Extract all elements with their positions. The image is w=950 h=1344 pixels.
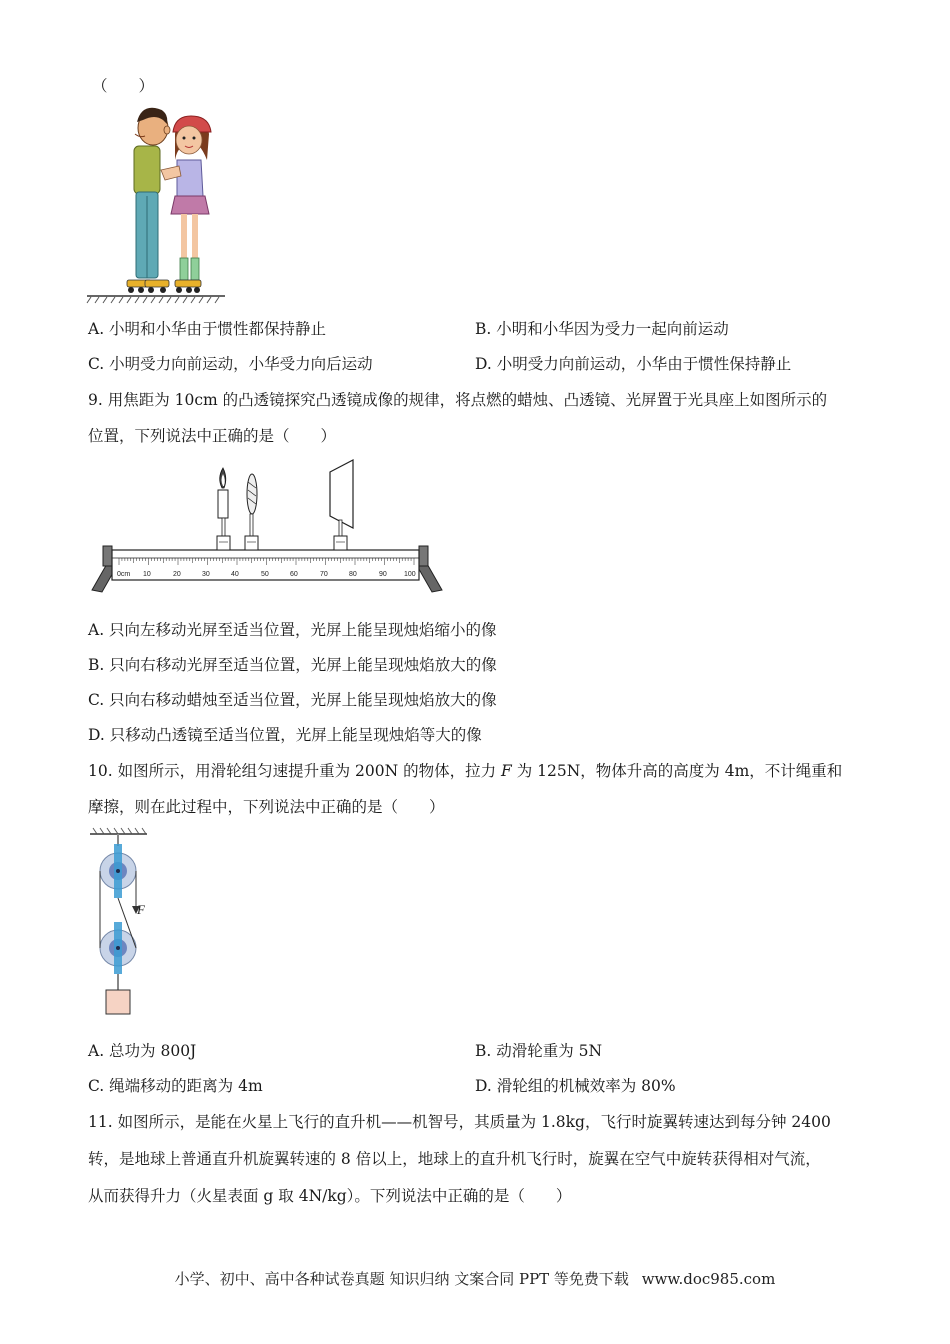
q10-stem-force-symbol: F (501, 762, 512, 780)
q10-option-a: A. 总功为 800J (88, 1042, 197, 1060)
ruler-label-70: 70 (320, 571, 328, 578)
ruler-label-10: 10 (143, 571, 151, 578)
movable-pulley (100, 922, 136, 974)
q11-stem-line2: 转，是地球上普通直升机旋翼转速的 8 倍以上，地球上的直升机飞行时，旋翼在空气中旋转获得相对气流， (88, 1150, 821, 1168)
ruler-label-80: 80 (349, 571, 357, 578)
q9-stem-line2: 位置，下列说法中正确的是（ ） (88, 427, 337, 445)
footer-link[interactable]: www.doc985.com (641, 1270, 776, 1288)
q8-option-b: B. 小明和小华因为受力一起向前运动 (475, 320, 729, 338)
q9-option-b: B. 只向右移动光屏至适当位置，光屏上能呈现烛焰放大的像 (88, 656, 497, 674)
q11-stem-line1: 11. 如图所示，是能在火星上飞行的直升机——机智号，其质量为 1.8kg，飞行时旋翼转速达到每分钟 2400 (88, 1113, 831, 1131)
q9-option-a: A. 只向左移动光屏至适当位置，光屏上能呈现烛焰缩小的像 (88, 621, 497, 639)
force-label: F (137, 902, 145, 917)
light-screen (330, 460, 353, 550)
q10-stem-part2: 为 125N，物体升高的高度为 4m，不计绳重和 (511, 762, 843, 780)
q8-option-a: A. 小明和小华由于惯性都保持静止 (88, 320, 327, 338)
q8-answer-bracket: （ ） (92, 77, 155, 95)
ruler-label-0: 0cm (117, 571, 131, 578)
ruler-label-50: 50 (261, 571, 269, 578)
q10-stem-line1 (88, 760, 842, 782)
weight-block (106, 990, 130, 1014)
boy-xiaoming (127, 108, 170, 293)
q10-stem-part1: 10. 如图所示，用滑轮组匀速提升重为 200N 的物体，拉力 (88, 762, 502, 780)
q9-stem-line1: 9. 用焦距为 10cm 的凸透镜探究凸透镜成像的规律，将点燃的蜡烛、凸透镜、光屏置于光具座上如图所示的 (88, 391, 828, 409)
ruler-label-100: 100 (404, 571, 416, 578)
fixed-pulley (100, 844, 136, 898)
q8-roller-skaters-figure (85, 100, 230, 305)
ruler-label-60: 60 (290, 571, 298, 578)
q10-option-b: B. 动滑轮重为 5N (475, 1042, 603, 1060)
bench-left-post (103, 546, 112, 566)
q10-stem-line2: 摩擦，则在此过程中，下列说法中正确的是（ ） (88, 798, 445, 816)
footer-text: 小学、初中、高中各种试卷真题 知识归纳 文案合同 PPT 等免费下载 (174, 1270, 629, 1288)
ruler-label-30: 30 (202, 571, 210, 578)
q9-option-c: C. 只向右移动蜡烛至适当位置，光屏上能呈现烛焰放大的像 (88, 691, 497, 709)
q11-stem-line3: 从而获得升力（火星表面 g 取 4N/kg）。下列说法中正确的是（ ） (88, 1187, 572, 1205)
bench-right-post (419, 546, 428, 566)
ruler-label-40: 40 (231, 571, 239, 578)
candle (217, 468, 230, 550)
page-footer (0, 1268, 950, 1289)
ruler-label-20: 20 (173, 571, 181, 578)
ceiling (90, 828, 147, 834)
q10-pulley-figure (85, 826, 165, 1021)
q8-option-d: D. 小明受力向前运动，小华由于惯性保持静止 (475, 355, 792, 373)
q10-option-c: C. 绳端移动的距离为 4m (88, 1077, 263, 1095)
ground-line (87, 296, 225, 303)
girl-xiaohua (161, 116, 211, 293)
convex-lens (245, 474, 258, 550)
q9-optical-bench-figure (88, 458, 448, 598)
q8-option-c: C. 小明受力向前运动，小华受力向后运动 (88, 355, 373, 373)
ruler-label-90: 90 (379, 571, 387, 578)
q9-option-d: D. 只移动凸透镜至适当位置，光屏上能呈现烛焰等大的像 (88, 726, 482, 744)
q10-option-d: D. 滑轮组的机械效率为 80% (475, 1077, 676, 1095)
